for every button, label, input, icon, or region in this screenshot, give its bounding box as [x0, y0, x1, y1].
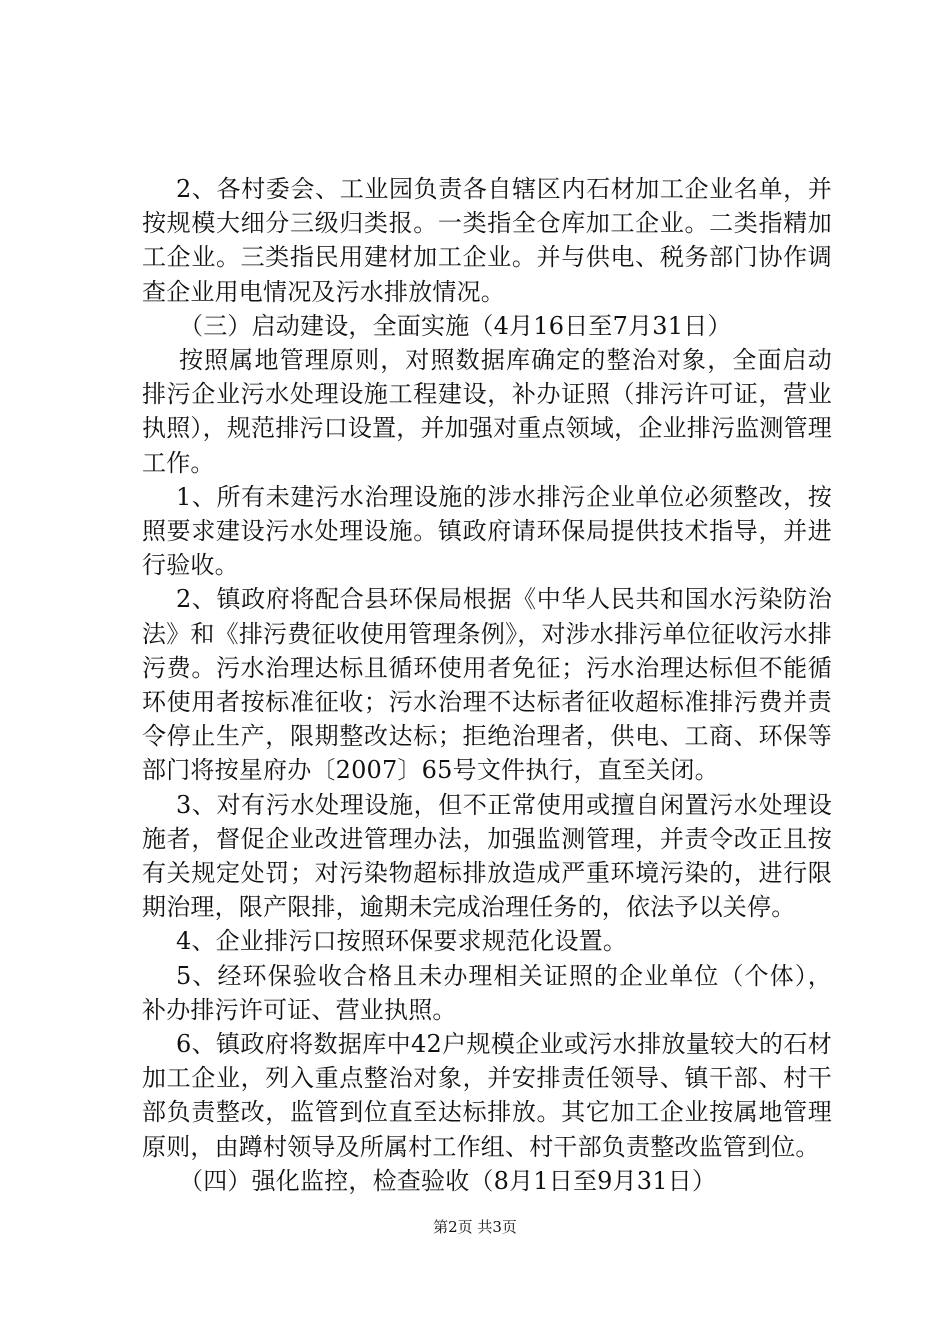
paragraph-item-2b: 2、镇政府将配合县环保局根据《中华人民共和国水污染防治法》和《排污费征收使用管理条例》，对涉水排污单位征收污水排污费。污水治理达标且循环使用者免征；污水治理达标但不能循环使用者按标准征收；污水治理不达标者征收超标准排污费并责令停止生产，限期整改达标；拒绝治理者，供电、工商、环保等部门将按星府办〔2007〕65号文件执行，直至关闭。: [142, 585, 832, 785]
paragraph-item-6: 6、镇政府将数据库中42户规模企业或污水排放量较大的石材加工企业，列入重点整治对象，并安排责任领导、镇干部、村干部负责整改，监管到位直至达标排放。其它加工企业按属地管理原则，由蹲村领导及所属村工作组、村干部负责整改监管到位。: [142, 1030, 832, 1161]
section-heading-3: （三）启动建设，全面实施（4月16日至7月31日）: [179, 311, 732, 340]
paragraph-item-1: 1、所有未建污水治理设施的涉水排污企业单位必须整改，按照要求建设污水处理设施。镇政府请环保局提供技术指导，并进行验收。: [142, 482, 832, 580]
paragraph-item-4: 4、企业排污口按照环保要求规范化设置。: [176, 927, 628, 956]
page-footer: 第2页 共3页: [433, 1218, 517, 1236]
document-body: [142, 172, 832, 1198]
section-heading-4: （四）强化监控，检查验收（8月1日至9月31日）: [179, 1166, 717, 1195]
section-3-intro: 按照属地管理原则，对照数据库确定的整治对象，全面启动排污企业污水处理设施工程建设，补办证照（排污许可证，营业执照），规范排污口设置，并加强对重点领域，企业排污监测管理工作。: [142, 346, 832, 477]
paragraph-item-2: 2、各村委会、工业园负责各自辖区内石材加工企业名单，并按规模大细分三级归类报。一类指全仓库加工企业。二类指精加工企业。三类指民用建材加工企业。并与供电、税务部门协作调查企业用电情况及污水排放情况。: [142, 175, 832, 306]
paragraph-item-5: 5、经环保验收合格且未办理相关证照的企业单位（个体），补办排污许可证、营业执照。: [142, 961, 832, 1024]
paragraph-item-3: 3、对有污水处理设施，但不正常使用或擅自闲置污水处理设施者，督促企业改进管理办法，加强监测管理，并责令改正且按有关规定处罚；对污染物超标排放造成严重环境污染的，进行限期治理，限产限排，逾期未完成治理任务的，依法予以关停。: [142, 790, 832, 922]
